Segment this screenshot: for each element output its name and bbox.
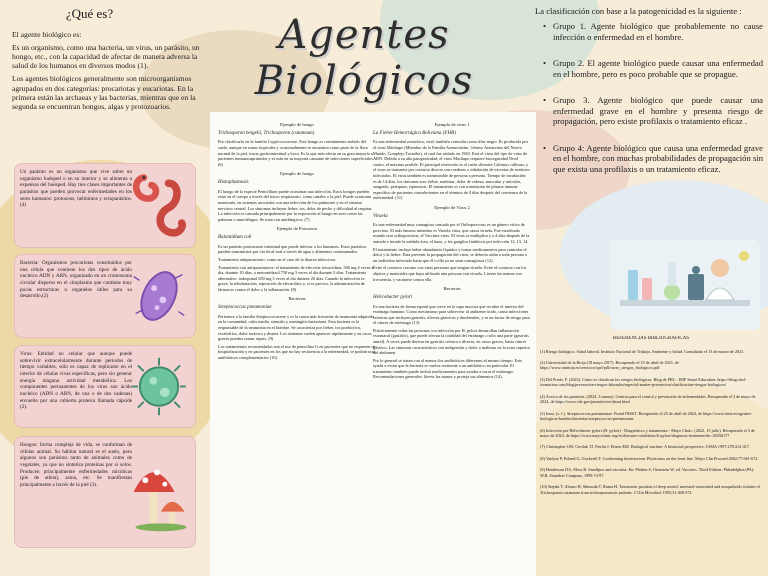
examples-column-right	[373, 118, 531, 576]
example-paragraph: Es una enfermedad zoonótica, viral, también conocida como tifus negro. Es producida por el virus Machupo (Miembro de la Familia Arenaviridae, Género Arenavirus del Nuevo Mundo, Complejo Tacaribe), el cual fue aislado en 1963. Está el virus del tipo de virus de ARN. Debido a su alta patogenicidad, el virus Machupo requiere bioseguridad Nivel cuatro, el máximo posible. El principal reservorio es el ratón silvestre Calomys callosus, y el virus se transmite por contacto directo con roedores o inhalación de excretas de roedores infectados. El virus también es transmisible de persona a persona. Tiempo de incubación: es de 14 días, los síntomas son: fiebre, malestar, dolor de cabeza, muscular y articular, sangrado, petequias, equimosis. El tratamiento es con transfusión de plasma inmune específico de pacientes convalecientes en el término de 8 días después del comienzo de la enfermedad. (11)	[373, 139, 530, 201]
example-paragraph: Es un parásito protozoario intestinal que puede infectar a los humanos. Estos parásitos pueden transmitirse por vía fecal-oral a través de agua y alimentos contaminados.	[218, 243, 367, 255]
example-paragraph: Los tratamientos recomendados son el uso de penicilina G en pacientes que no requieren de hospitalización y en pacientes en los que no hay resistencia a la enfermedad, se podrán usar antibióticos complementarios (10).	[218, 343, 376, 360]
reference-item: (1) Riesgo biológico. Salud laboral. Instituto Nacional de Trabajo, Ambiente y Salud. Consultado el 13 de marzo de 2021.	[540, 348, 745, 354]
section-heading: ¿Qué es?	[65, 6, 114, 21]
organism-name: Trichosporon beigelii, Trichosporon (cutaneum)	[218, 130, 315, 136]
examples-column-left	[218, 118, 376, 538]
card-text: Un parásito es un organismo que vive sobre un organismo huésped o en su interior y se alimenta a expensas del huésped. Hay tres clases importantes de parásitos que pueden provocar enfermedades en los seres humanos: protozoos, helmintos y ectoparásitos.(4)	[20, 169, 132, 209]
example-heading: Ejemplo de Virus 2	[434, 204, 470, 210]
card-text: Bacteria: Organismos procariotas constituidos por una célula que contiene los dos tipos de ácido nucleico ADN y ARN, organizado en un cromosoma circular disperso en el citoplasma que contiene muy pocas estructuras u organelos útiles para su desarrollo.(2)	[20, 260, 132, 300]
example-paragraph: Tratamiento antiparasitario: como en el caso de la diarrea infecciosa.	[218, 256, 337, 262]
definition-paragraph: El agente biológico es:	[12, 30, 82, 39]
reference-item: (10) Stepka T, Alonso H, Shimoda T, Ruma H. Taxonomic position of deep rooted, ancestral-associated and nonpathoids isolates of Trichosporon cutaneum from trichosporonosis patients. J Clin Microbiol 1993;31:368-372.	[540, 484, 760, 495]
example-paragraph: Por lo general se tratan con al menos dos antibióticos diferentes al mismo tiempo. Esto ayuda a evitar que la bacteria se vuelva resistente a un antibiótico en particular. El tratamiento también puede incluir medicamentos para ayudar a curar el estómago. Recomendaciones generales: lávese las manos y proteja sus alimentos (14).	[373, 357, 523, 380]
reference-item: (5) Insst. (s. f.). Streptococcus pneumoniae. Portal INSST. Recuperado el 25 de abril de 2024, de https://www.insst.es/agentes-biologicos-basebio/bacterias/streptococcus-pneumoniae	[540, 410, 752, 422]
organism-name: Viruela	[373, 213, 388, 219]
classification-intro: La clasificación con base a la patogenicidad es la siguiente :	[535, 6, 742, 16]
example-paragraph: El hongo de la especie Penicillium puede ocasionar una infección. Estos hongos pueden estar en el cuerpo a través del tracto respiratorio, como canales o la piel. Puede ocasionar neumonía, en sistemas asociados con una infección de los pulmones y en el sistema nervioso central. Los síntomas incluyen fiebre, tos, dolor de pecho y dificultad al respirar. La infección es causada principalmente por la exposición al hongo en aves como las palomas o murciélagos. Se trata con antifúngicos. (7)	[218, 188, 373, 222]
definition-section	[12, 6, 207, 115]
example-paragraph: Tratamiento con antiparasitarios: el tratamiento de elección: tetraciclina, 500 mg 4 veces al día, durante 10 días, o metronidazol 750 mg 3 veces al día durante 5 días. Tratamiento alternativo: iodoquinol 650 mg 3 veces al día durante 20 días. Cuando la infección es grave, la rehidratación, reposición de electrolitos y, si es preciso, la administración de fármacos contra el dolor y la inflamación. (8)	[218, 264, 375, 292]
bacteria-icon	[129, 261, 189, 331]
organism-name: Balantidium coli	[218, 235, 252, 241]
example-paragraph: Prácticamente todas las personas con infección por H. pylori desarrollan inflamación estomacal (gastritis), que puede afectar la totalidad del estómago o sólo una parte (gastritis antral). A veces puede derivar en gastritis crónica o úlceras, en casos graves, hasta cáncer gástrico. Las síntomas característicos son indigestión y dolor o malestar en la zona superior del abdomen.	[373, 327, 531, 356]
reference-item: (7) Christopher GW, Cieslak TJ, Pavlin J, Eitzen EM. Biological warfare: A historical perspective. JAMA 1997;278:412-417.	[540, 444, 750, 450]
group-list	[535, 21, 763, 174]
group-item: • Grupo 3. Agente biológico que puede causar una enfermedad grave en el hombre y presenta riesgo de propagación, pero existe profilaxis o tratamiento eficaz .	[545, 95, 763, 126]
example-heading: Ejemplo de hongo	[280, 122, 314, 127]
card-text: Virus: Entidad no celular que aunque puede sobrevivir extracelularmente durante periodos de tiempo variables, sólo es capaz de replicarse en el interior de células vivas específicas, pero sin generar energía ninguna actividad metabólica. Los componentes permanentes de los virus son ácido nucleico (ADN o ARN, de una o de dos cadenas) envuelto por una cubierta proteica llamada cápside (2).	[20, 351, 132, 411]
parasite-card	[14, 163, 196, 248]
example-heading: Ejemplo de hongo	[280, 171, 314, 177]
organism-name: Histoplasmosis	[218, 180, 249, 186]
example-heading: Bacterias	[288, 296, 306, 302]
example-heading: Bacterias	[443, 286, 461, 292]
example-paragraph: Es una enfermedad muy contagiosa causada por el Orthopoxvirus es un género vírico de poxvirus. El más famoso miembro es Variola virus, que causa viruela. Fue erradicado usando otro orthopoxvirus, el Vaccinia virus. El virus se multiplica y a 4 días después de la entrada e invade la médula ósea, el bazo, y los ganglios linfáticos por infección 12, 13, 14.	[373, 222, 530, 245]
reference-item: (9) Henderson DA, Moss B. Smallpox and vaccinia. En: Plotkin S, Orenstein W, ed. Vaccines. Third Edition. Philadelphia (PA): W.B. Saunders Company, 1999:74-97.	[540, 467, 755, 478]
reference-item: (8) Vaidyar P, Poland G, Gockerill F. Confronting bioterrorism: Physicians on the front line. Mayo Clin Proceed 2002;77:661-672.	[540, 455, 759, 461]
references-heading: REFERENCIAS BIBLIOGRÁFICAS	[612, 336, 690, 341]
organism-name: Helicobacter pylori	[373, 295, 413, 301]
reference-item: (4) Acerca de los parásitos. (2024, 3 marzo). Centros para el control y prevención de enfermedades. Recuperado el 3 de mayo de 2024, de https://www.cdc.gov/parasites/es/about.html	[540, 393, 756, 405]
example-heading: Ejemplo de Protozoos	[276, 226, 318, 232]
virus-icon	[129, 352, 189, 421]
reference-item: (2) Universidad de la Rioja (18 mayo 2017). Recuperado el 10 de abril de 2021, de https://www.unirioja.es/servicios/sprl/pdf/curso_riesgos_biologicos.pdf	[540, 359, 679, 371]
definition-paragraph: Los agentes biológicos generalmente son microorganismos agrupados en dos categorías: procariotas y eucariotas. En la primera están las archaeas y las bacterias, mientras que en la segunda se encuentran hongos, algas y protozoarios.	[12, 74, 196, 111]
example-heading: Ejemplo de virus 1	[434, 122, 470, 127]
references-section	[540, 336, 762, 572]
example-paragraph: Es una bacteria de forma espiral que crece en la capa mucosa que recubre el interior del estómago humano. Como mecanismo para sobrevivir al ambiente ácido, causa infecciones crónicas que incluyen gastritis, úlceras gástricas y duodenales, y es un factor de riesgo para el cáncer de estómago (13).	[373, 303, 530, 326]
group-item: • Grupo 1. Agente biológico que probablemente no cause infección o enfermedad en el hombre.	[545, 21, 763, 42]
bacteria-card	[14, 254, 196, 338]
organism-name: La Fiebre Hemorrágica Boliviana (FHB)	[373, 130, 456, 136]
definition-text	[12, 30, 207, 111]
organism-name: Streptococcus pneumoniae	[218, 305, 272, 311]
example-paragraph: Evite el contacto cercano con otras personas que tengan viruela. Evite el contacto con los objetos y materiales que haya utilizado una persona con viruela. Lávese las manos con frecuencia, y vacúnese contra ella.	[373, 265, 527, 282]
example-paragraph: Por clasificarlo en la familia Cryptococcaceae. Este hongo es comúnmente aislado del suelo, aunque en zonas tropicales y ocasionalmente se encuentra como parte de la flora normal de la piel, tracto gastrointestinal y boca. Es la que más afecta en su gran mayoría a pacientes inmunosuprimidos y es más en su mayoría causante de infecciones superficiales. (6)	[218, 139, 374, 167]
fungi-card	[14, 436, 196, 548]
group-item: • Grupo 2. El agente biológico puede causar una enfermedad en el hombre, pero es poco probable que se propague.	[545, 58, 763, 79]
page-title: Agentes Biológicos	[254, 12, 474, 104]
virus-card	[14, 345, 196, 428]
example-paragraph: El tratamiento incluye beber abundantes líquidos y tomar medicamentos para controlar el dolor y la fiebre. Para prevenir la propagación del virus, se debería aislar a toda persona a un individuo infectado hasta que él o ella ya no sean contagiosos (12).	[373, 246, 527, 263]
group-item: • Grupo 4: Agente biológico que causa una enfermedad grave en el hombre, con muchas probabilidades de propagación sin que exista una profilaxis o un tratamiento eficaz.	[545, 143, 763, 174]
reference-item: (3) Del Prado, F. (2022). Cómo se clasifican los riesgos biológicos. Blog de PRL - IMF Smart Education. https://blogs.imf-formacion.com/blog/prevencion-riesgos-laborales/especial-master-prevencion/clasificacion-riesgos-biologicos/	[540, 376, 747, 388]
reference-item: (6) Infección por Helicobacter pylori (H. pylori) - Diagnóstico y tratamiento - Mayo Clinic. (2022, 15 julio). Recuperado el 3 de mayo de 2024, de https://www.mayoclinic.org/es/diseases-conditions/h-pylori/diagnosis-treatment/drc-20356177	[540, 427, 755, 439]
references-list	[540, 349, 762, 496]
card-text: Hongos: forma compleja de vida, se conforman de células animal. Su hábitat natural es el suelo, pero algunos son parásitos tanto de animales como de vegetales, ya que no sintetiza proteínas por sí solos. Producen principalmente enfermedades micóticas (pie de atleta), asma, etc. Se manifiestan principalmente a través de la piel (3).	[20, 442, 132, 488]
example-paragraph: Pertenece a la familia Streptococcaceae y es la causa más frecuente de neumonía adquirida en la comunidad, otitis media, sinusitis y meningitis bacteriana. Esta bacteria es la responsable de la neumonía en el hombre. Se caracteriza por fiebre, tos productiva, escalofríos, dolor torácico y disnea. Los síntomas suelen aparecer rápidamente y en casos graves pueden causar sepsis. (9)	[218, 313, 375, 342]
classification-section	[535, 6, 763, 190]
mushroom-icon	[129, 443, 189, 541]
worm-icon	[129, 170, 189, 241]
laboratory-illustration	[610, 240, 760, 330]
definition-paragraph: Es un organismo, como una bacteria, un virus, un parásito, un hongo, etc., con la capacidad de afectar de manera adversa la salud de los humanos en diversos modos (1).	[12, 43, 200, 71]
